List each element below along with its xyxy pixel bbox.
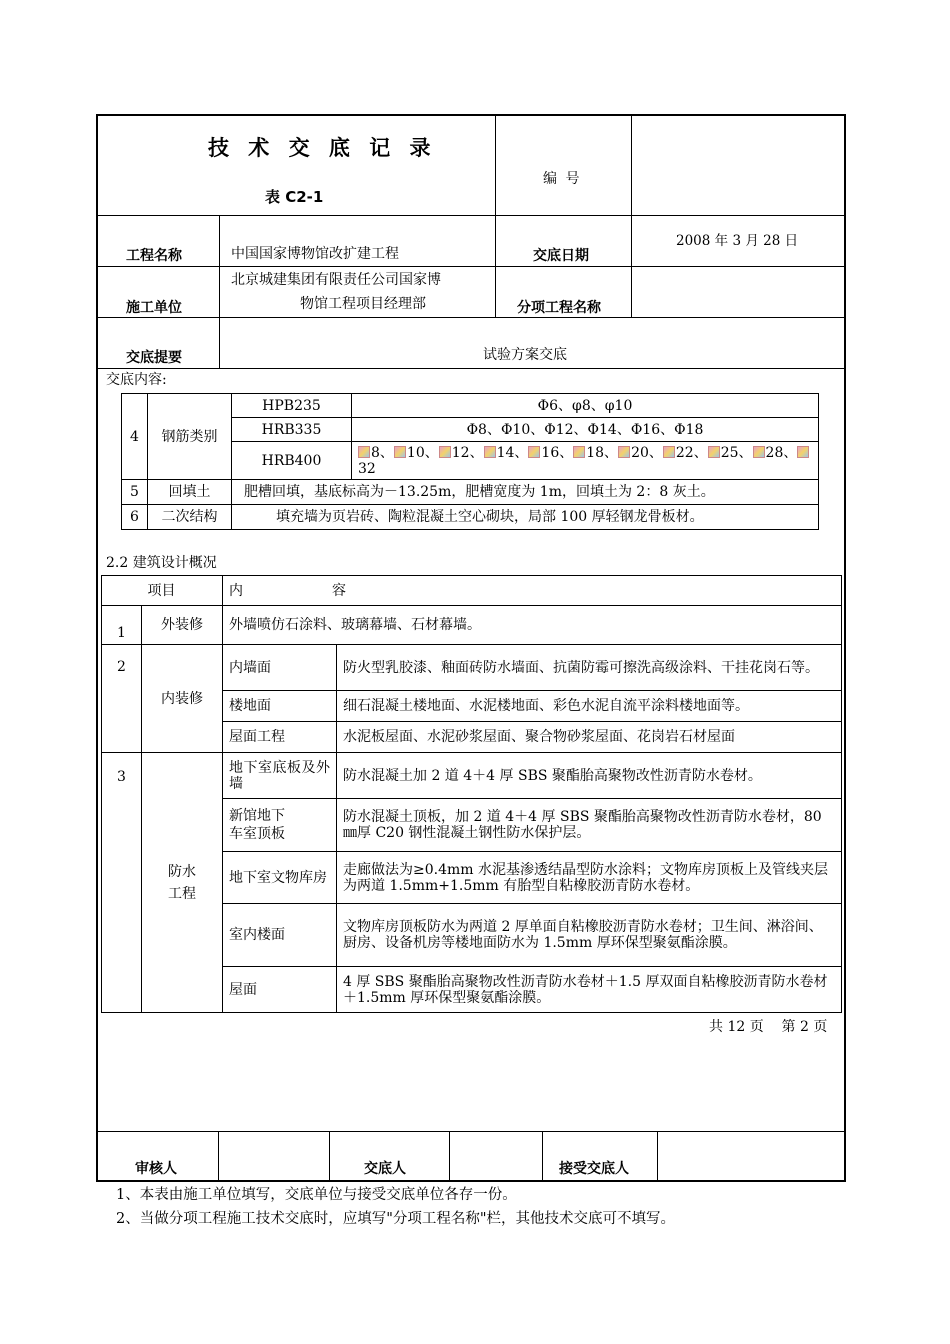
rebar-size: 8、 — [371, 444, 394, 461]
divider — [96, 368, 846, 369]
rebar-size: 12、 — [451, 444, 484, 461]
rebar-symbol-icon — [358, 446, 370, 458]
rebar-sizes-hrb335: Φ8、Φ10、Φ12、Φ14、Φ16、Φ18 — [352, 418, 819, 442]
rebar-symbol-icon — [618, 446, 630, 458]
roof-works-text: 水泥板屋面、水泥砂浆屋面、聚合物砂浆屋面、花岗岩石材屋面 — [337, 722, 842, 753]
project-name-label: 工程名称 — [126, 248, 182, 264]
divider — [542, 1131, 543, 1182]
rebar-size: 14、 — [496, 444, 529, 461]
interior-wall-text: 防火型乳胶漆、釉面砖防水墙面、抗菌防霉可擦洗高级涂料、干挂花岗石等。 — [337, 645, 842, 691]
rebar-size: 22、 — [675, 444, 708, 461]
interior-label: 内装修 — [142, 645, 223, 753]
divider — [657, 1131, 658, 1182]
basement-slab-text: 防水混凝土加 2 道 4＋4 厚 SBS 聚酯胎高聚物改性沥青防水卷材。 — [337, 753, 842, 799]
date-label: 交底日期 — [533, 248, 589, 264]
summary-label: 交底提要 — [126, 350, 182, 366]
waterproofing-label-line2: 工程 — [168, 885, 196, 902]
rebar-grade-hrb400: HRB400 — [232, 442, 352, 480]
divider — [219, 215, 220, 368]
rebar-symbol-icon — [484, 446, 496, 458]
secondary-structure-label: 二次结构 — [148, 505, 232, 530]
contractor-value-line2: 物馆工程项目经理部 — [300, 296, 426, 312]
floor-label: 楼地面 — [223, 691, 337, 722]
rebar-size: 28、 — [765, 444, 798, 461]
header-content: 内 容 — [223, 576, 842, 606]
row-number: 3 — [102, 753, 142, 1013]
page-counter: 共 12 页 第 2 页 — [709, 1019, 828, 1035]
exterior-text: 外墙喷仿石涂料、玻璃幕墙、石材幕墙。 — [223, 606, 842, 645]
new-hall-roof-label-line1: 新馆地下 — [229, 808, 285, 824]
header-item: 项目 — [142, 576, 223, 606]
summary-value: 试验方案交底 — [483, 347, 567, 363]
discloser-signature-field[interactable] — [451, 1133, 541, 1180]
roof-text: 4 厚 SBS 聚酯胎高聚物改性沥青防水卷材＋1.5 厚双面自粘橡胶沥青防水卷材＋1.5mm 厚环保型聚氨酯涂膜。 — [337, 967, 842, 1013]
reviewer-signature-field[interactable] — [220, 1133, 328, 1180]
rebar-sizes-hrb400 — [352, 442, 819, 480]
rebar-grade-hpb: HPB235 — [232, 394, 352, 418]
roof-works-label: 屋面工程 — [223, 722, 337, 753]
rebar-symbol-icon — [573, 446, 585, 458]
contractor-label: 施工单位 — [126, 300, 182, 316]
discloser-label: 交底人 — [364, 1161, 406, 1177]
new-hall-roof-label — [223, 799, 337, 852]
row-number: 2 — [102, 645, 142, 753]
new-hall-roof-text: 防水混凝土顶板，加 2 道 4＋4 厚 SBS 聚酯胎高聚物改性沥青防水卷材，80㎜厚 C20 钢性混凝土钢性防水保护层。 — [337, 799, 842, 852]
rebar-size: 20、 — [631, 444, 663, 461]
storage-text: 走廊做法为≥0.4mm 水泥基渗透结晶型防水涂料；文物库房顶板上及管线夹层为两道 1.5mm+1.5mm 有胎型自粘橡胶沥青防水卷材。 — [337, 852, 842, 904]
reviewer-label: 审核人 — [135, 1161, 177, 1177]
basement-slab-label: 地下室底板及外墙 — [223, 753, 337, 799]
row-number: 6 — [122, 505, 148, 530]
indoor-floor-text: 文物库房顶板防水为两道 2 厚单面自粘橡胶沥青防水卷材；卫生间、淋浴间、厨房、设备机房等楼地面防水为 1.5mm 厚环保型聚氨酯涂膜。 — [337, 904, 842, 967]
note-1: 1、本表由施工单位填写，交底单位与接受交底单位各存一份。 — [116, 1187, 517, 1203]
backfill-text: 肥槽回填，基底标高为－13.25m，肥槽宽度为 1m，回填土为 2：8 灰土。 — [232, 480, 819, 505]
rebar-size: 25、 — [720, 444, 753, 461]
interior-wall-label: 内墙面 — [223, 645, 337, 691]
rebar-symbol-icon — [708, 446, 720, 458]
divider — [96, 1131, 846, 1132]
design-table — [101, 575, 842, 1013]
floor-text: 细石混凝土楼地面、水泥楼地面、彩色水泥自流平涂料楼地面等。 — [337, 691, 842, 722]
divider — [495, 114, 496, 317]
roof-label: 屋面 — [223, 967, 337, 1013]
secondary-structure-text: 填充墙为页岩砖、陶粒混凝土空心砌块，局部 100 厚轻钢龙骨板材。 — [232, 505, 819, 530]
rebar-symbol-icon — [394, 446, 406, 458]
rebar-size: 32 — [358, 460, 376, 477]
rebar-grade-hrb335: HRB335 — [232, 418, 352, 442]
rebar-symbol-icon — [528, 446, 540, 458]
rebar-size: 10、 — [406, 444, 439, 461]
divider — [631, 114, 632, 317]
exterior-label: 外装修 — [142, 606, 223, 645]
row-number: 4 — [122, 394, 148, 480]
receiver-label: 接受交底人 — [559, 1161, 629, 1177]
divider — [449, 1131, 450, 1182]
subproject-label: 分项工程名称 — [517, 300, 601, 316]
code-label: 编 号 — [543, 171, 582, 187]
rebar-symbol-icon — [439, 446, 451, 458]
date-value: 2008 年 3 月 28 日 — [676, 233, 799, 249]
divider — [96, 317, 846, 318]
backfill-label: 回填土 — [148, 480, 232, 505]
rebar-symbol-icon — [663, 446, 675, 458]
rebar-table — [121, 393, 819, 530]
form-number: 表 C2-1 — [265, 188, 324, 206]
divider — [96, 215, 846, 216]
waterproofing-label — [142, 753, 223, 1013]
rebar-sizes-hpb: Φ6、φ8、φ10 — [352, 394, 819, 418]
rebar-symbol-icon — [797, 446, 809, 458]
rebar-category: 钢筋类别 — [148, 394, 232, 480]
rebar-size: 16、 — [541, 444, 574, 461]
content-label: 交底内容: — [106, 372, 167, 388]
row-number: 1 — [102, 606, 142, 645]
waterproofing-label-line1: 防水 — [168, 863, 196, 880]
rebar-size: 18、 — [586, 444, 619, 461]
divider — [329, 1131, 330, 1182]
section-title: 2.2 建筑设计概况 — [106, 555, 217, 571]
storage-label: 地下室文物库房 — [223, 852, 337, 904]
divider — [96, 266, 846, 267]
row-number: 5 — [122, 480, 148, 505]
contractor-value-line1: 北京城建集团有限责任公司国家博 — [231, 272, 441, 288]
note-2: 2、当做分项工程施工技术交底时，应填写"分项工程名称"栏，其他技术交底可不填写。 — [116, 1211, 676, 1227]
new-hall-roof-label-line2: 车室顶板 — [229, 826, 285, 842]
divider — [218, 1131, 219, 1182]
receiver-signature-field[interactable] — [659, 1133, 844, 1180]
page-title: 技 术 交 底 记 录 — [208, 136, 437, 160]
project-name-value: 中国国家博物馆改扩建工程 — [231, 246, 399, 262]
indoor-floor-label: 室内楼面 — [223, 904, 337, 967]
rebar-symbol-icon — [753, 446, 765, 458]
